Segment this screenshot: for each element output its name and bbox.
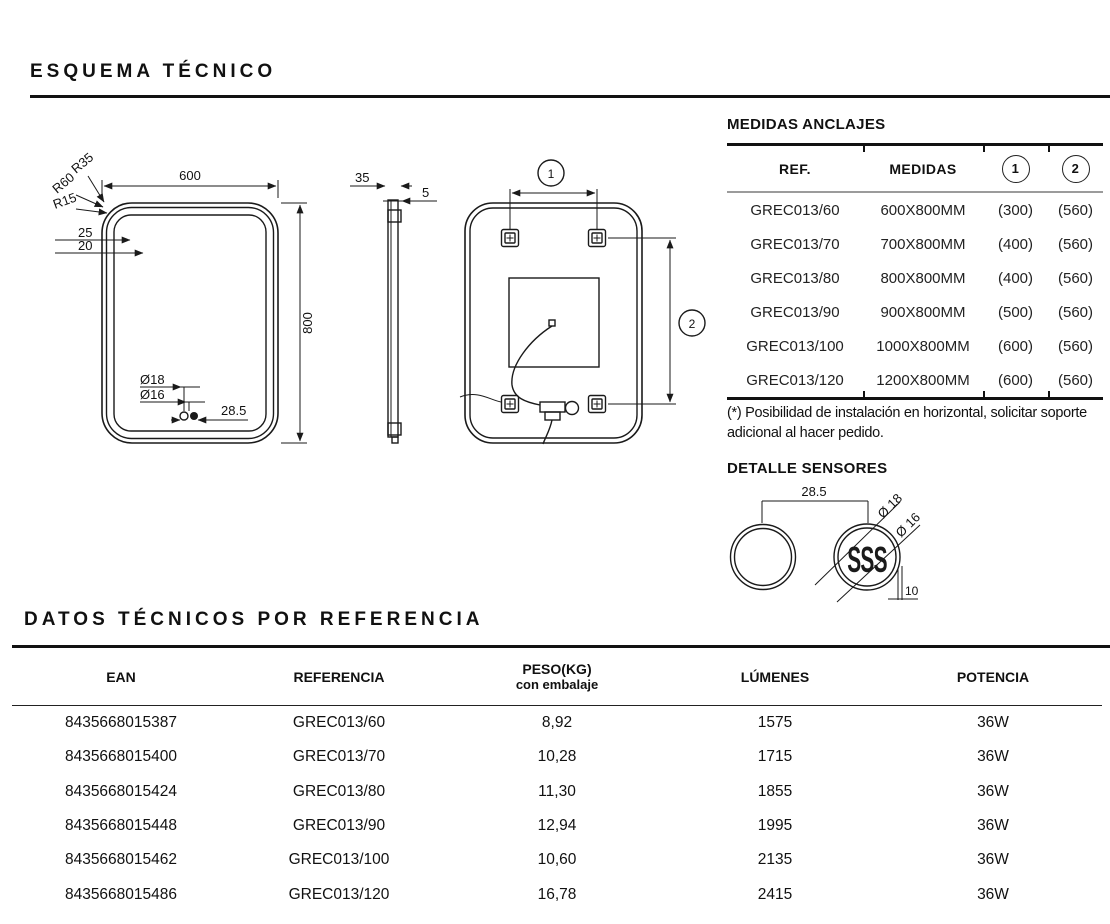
cell-ref: GREC013/80 — [750, 269, 840, 287]
anchor-bracket-icon — [502, 396, 519, 413]
sensor-symbol-text: SSS — [847, 540, 887, 581]
column-tick — [1048, 391, 1050, 397]
table-row — [12, 775, 1102, 809]
cell-ean: 8435668015400 — [64, 748, 178, 766]
front-285-label: 28.5 — [221, 403, 247, 418]
cell-d2: (560) — [1057, 201, 1094, 219]
column-tick — [863, 391, 865, 397]
sensor-dot-open — [180, 412, 188, 420]
front-25-label: 25 — [78, 225, 93, 240]
sensor-dot-filled — [190, 412, 198, 420]
cell-potencia: 36W — [977, 748, 1009, 766]
table-row — [727, 363, 1103, 397]
cell-peso: 8,92 — [541, 714, 573, 732]
cell-potencia: 36W — [977, 817, 1009, 835]
anchor-bracket-icon — [502, 230, 519, 247]
cell-ean: 8435668015462 — [64, 851, 178, 869]
table-row — [12, 843, 1102, 877]
sensors-detail-title: DETALLE SENSORES — [727, 460, 888, 477]
front-r15-label: R15 — [50, 189, 79, 212]
cell-ref: GREC013/100 — [288, 851, 390, 869]
header-medidas: MEDIDAS — [889, 160, 957, 177]
sensor-d10-label: 10 — [905, 584, 919, 598]
front-width-label: 600 — [179, 168, 201, 183]
cell-ref: GREC013/80 — [292, 782, 386, 800]
cell-lumenes: 2135 — [757, 851, 793, 869]
cell-ref: GREC013/100 — [746, 337, 844, 355]
cell-ref: GREC013/120 — [288, 885, 390, 903]
cell-ref: GREC013/90 — [750, 303, 840, 321]
cell-medidas: 1000X800MM — [876, 337, 970, 355]
front-r35-label: R35 — [68, 149, 97, 177]
table-row — [727, 193, 1103, 227]
cell-lumenes: 1855 — [757, 782, 793, 800]
side-view-drawing — [350, 170, 437, 443]
sensor-d16-label: Ø 16 — [892, 509, 924, 541]
cell-ref: GREC013/90 — [292, 817, 386, 835]
header-potencia: POTENCIA — [956, 668, 1030, 685]
front-d18-label: Ø18 — [140, 372, 165, 387]
cell-d2: (560) — [1057, 269, 1094, 287]
header-peso — [448, 661, 666, 692]
dim-2-label: 2 — [688, 317, 696, 331]
cell-potencia: 36W — [977, 851, 1009, 869]
front-height-label: 800 — [300, 312, 315, 334]
tech-table — [12, 648, 1102, 912]
cell-d1: (500) — [997, 303, 1034, 321]
cell-medidas: 900X800MM — [880, 303, 966, 321]
cell-d2: (560) — [1057, 303, 1094, 321]
cell-peso: 12,94 — [537, 817, 577, 835]
title-rule — [30, 95, 1110, 98]
power-cable — [460, 320, 579, 444]
front-d16-label: Ø16 — [140, 387, 165, 402]
header-referencia: REFERENCIA — [293, 668, 385, 685]
anchor-bracket-icon — [589, 230, 606, 247]
column-tick — [863, 146, 865, 152]
cell-d1: (300) — [997, 201, 1034, 219]
side-depth-label: 35 — [355, 170, 370, 185]
table-row — [12, 706, 1102, 740]
table-row — [727, 227, 1103, 261]
header-lumenes: LÚMENES — [740, 668, 810, 685]
cell-d1: (600) — [997, 371, 1034, 389]
cell-medidas: 700X800MM — [880, 235, 966, 253]
dim-1-label: 1 — [547, 167, 555, 181]
cell-ean: 8435668015486 — [64, 885, 178, 903]
cell-peso: 11,30 — [538, 782, 576, 800]
cell-d1: (400) — [997, 269, 1034, 287]
cell-potencia: 36W — [977, 714, 1009, 732]
side-gap-label: 5 — [422, 185, 430, 200]
tech-section-title: DATOS TÉCNICOS POR REFERENCIA — [24, 609, 484, 630]
cell-ref: GREC013/120 — [746, 371, 844, 389]
header-dim-2: 2 — [1071, 161, 1080, 176]
sensor-detail-drawing — [700, 478, 960, 612]
header-dim-2-badge — [1062, 155, 1090, 183]
header-dim-1: 1 — [1011, 161, 1020, 176]
cell-d2: (560) — [1057, 235, 1094, 253]
tech-header-row — [12, 648, 1102, 706]
cell-medidas: 600X800MM — [880, 201, 966, 219]
cell-ean: 8435668015448 — [64, 817, 178, 835]
table-row — [12, 877, 1102, 911]
cell-ref: GREC013/70 — [750, 235, 840, 253]
sensor-d18-label: Ø 18 — [874, 490, 906, 522]
table-row — [727, 329, 1103, 363]
column-tick — [983, 391, 985, 397]
cell-lumenes: 1995 — [757, 817, 793, 835]
cell-potencia: 36W — [977, 782, 1009, 800]
cell-ean: 8435668015387 — [64, 714, 178, 732]
page-title: ESQUEMA TÉCNICO — [30, 61, 277, 82]
cell-peso: 16,78 — [537, 885, 577, 903]
header-ean: EAN — [106, 668, 136, 685]
back-view-drawing — [460, 160, 705, 444]
cell-peso: 10,28 — [537, 748, 577, 766]
cell-ean: 8435668015424 — [64, 782, 178, 800]
column-tick — [983, 146, 985, 152]
cell-ref: GREC013/70 — [292, 748, 386, 766]
cell-lumenes: 1715 — [757, 748, 793, 766]
cell-medidas: 800X800MM — [880, 269, 966, 287]
cell-lumenes: 2415 — [757, 885, 793, 903]
table-row — [727, 295, 1103, 329]
cell-medidas: 1200X800MM — [876, 371, 970, 389]
installation-note: (*) Posibilidad de instalación en horizontal, solicitar soporte adicional al hacer pedido. — [727, 405, 1087, 441]
anchors-header-row — [727, 146, 1103, 193]
header-ref: REF. — [779, 160, 811, 177]
anchor-bracket-icon — [589, 396, 606, 413]
cell-peso: 10,60 — [537, 851, 577, 869]
header-dim-1-badge — [1002, 155, 1030, 183]
header-peso-line2: con embalaje — [515, 677, 599, 692]
front-r60-label: R60 — [49, 169, 78, 197]
table-row — [727, 261, 1103, 295]
column-tick — [1048, 146, 1050, 152]
table-row — [12, 740, 1102, 774]
sensor-circle-plain — [731, 525, 796, 590]
technical-drawings — [0, 140, 720, 462]
cell-potencia: 36W — [977, 885, 1009, 903]
anchors-table-section — [727, 116, 1103, 400]
cell-d1: (600) — [997, 337, 1034, 355]
cell-d2: (560) — [1057, 337, 1094, 355]
header-peso-line1: PESO(KG) — [522, 661, 592, 677]
table-row — [12, 809, 1102, 843]
anchors-table — [727, 143, 1103, 400]
anchors-table-title: MEDIDAS ANCLAJES — [727, 116, 886, 133]
cell-ref: GREC013/60 — [750, 201, 840, 219]
cell-lumenes: 1575 — [757, 714, 793, 732]
sensor-distance-label: 28.5 — [801, 484, 827, 499]
front-view-drawing — [49, 149, 315, 443]
cell-d1: (400) — [997, 235, 1034, 253]
cell-ref: GREC013/60 — [292, 714, 386, 732]
front-20-label: 20 — [78, 238, 93, 253]
cell-d2: (560) — [1057, 371, 1094, 389]
